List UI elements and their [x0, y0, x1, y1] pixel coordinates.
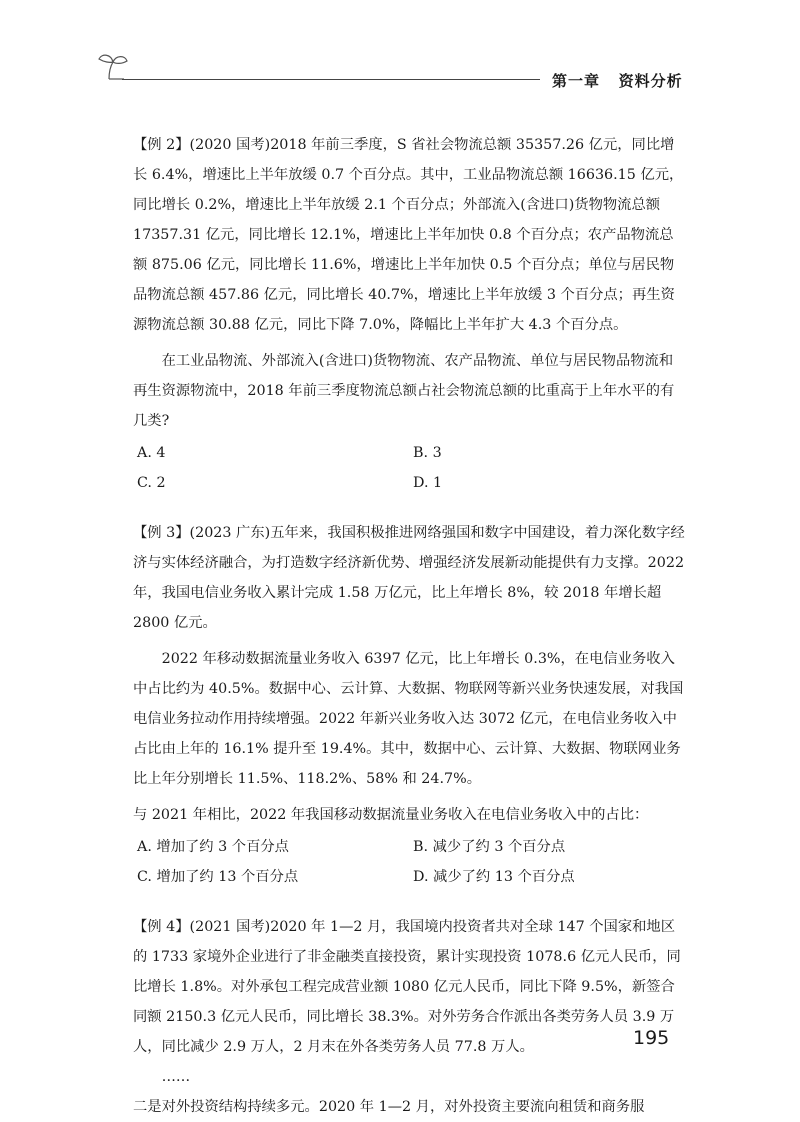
option-d: D. 1 [413, 475, 443, 491]
example-3-stem: 【例 3】(2023 广东)五年来，我国积极推进网络强国和数字中国建设，着力深化数字经济与实体经济融合，为打造数字经济新优势、增强经济发展新动能提供有力支撑。2022 年，我国电信业务收入累计完成 1.58 万亿元，比上年增长 8%，较 2018 年增长超 2800 亿元。 [133, 525, 685, 631]
header-rule [122, 79, 540, 80]
example-3-material: 2022 年移动数据流量业务收入 6397 亿元，比上年增长 0.3%，在电信业务收入中占比约为 40.5%。数据中心、云计算、大数据、物联网等新兴业务快速发展，对我国电信业务拉动作用持续增强。2022 年新兴业务收入达 3072 亿元，在电信业务收入中占比由上年的 16.1% 提升至 19.4%。其中，数据中心、云计算、大数据、物联网业务比上年分别增长 11.5%、118.2%、58% 和 24.7%。 [133, 651, 684, 787]
page-content [133, 130, 685, 1122]
option-b: B. 3 [413, 445, 442, 461]
option-c: C. 增加了约 13 个百分点 [137, 869, 299, 885]
example-3-question: 与 2021 年相比，2022 年我国移动数据流量业务收入在电信业务收入中的占比： [133, 807, 649, 823]
option-c: C. 2 [137, 475, 166, 491]
example-3-options [133, 832, 685, 892]
page-number: 195 [633, 1027, 670, 1049]
page-header [0, 0, 800, 100]
example-2-question: 在工业品物流、外部流入(含进口)货物物流、农产品物流、单位与居民物品物流和再生资源物流中，2018 年前三季度物流总额占社会物流总额的比重高于上年水平的有几类? [133, 353, 675, 429]
option-a: A. 4 [137, 445, 166, 461]
example-2-options [133, 438, 685, 498]
chapter-title: 第一章 资料分析 [552, 72, 683, 90]
example-4-stem: 【例 4】(2021 国考)2020 年 1—2 月，我国境内投资者共对全球 147 个国家和地区的 1733 家境外企业进行了非金融类直接投资，累计实现投资 1078.6 亿元人民币，同比增长 1.8%。对外承包工程完成营业额 1080 亿元人民币，同比下降 9.5%，新签合同额 2150.3 亿元人民币，同比增长 38.3%。对外劳务合作派出各类劳务人员 3.9 万人，同比减少 2.9 万人，2 月末在外各类劳务人员 77.8 万人。 [133, 919, 681, 1055]
ellipsis: …… [161, 1069, 191, 1085]
option-d: D. 减少了约 13 个百分点 [413, 869, 575, 885]
option-a: A. 增加了约 3 个百分点 [137, 839, 289, 855]
option-b: B. 减少了约 3 个百分点 [413, 839, 566, 855]
example-4-continuation: 二是对外投资结构持续多元。2020 年 1—2 月，对外投资主要流向租赁和商务服 [133, 1099, 645, 1115]
example-2-stem: 【例 2】(2020 国考)2018 年前三季度，S 省社会物流总额 35357.26 亿元，同比增长 6.4%，增速比上半年放缓 0.7 个百分点。其中，工业品物流总额 16636.15 亿元，同比增长 0.2%，增速比上半年放缓 2.1 个百分点；外部流入(含进口)货物物流总额 17357.31 亿元，同比增长 12.1%，增速比上半年加快 0.8 个百分点；农产品物流总额 875.06 亿元，同比增长 11.6%，增速比上半年加快 0.5 个百分点；单位与居民物品物流总额 457.86 亿元，同比增长 40.7%，增速比上半年放缓 3 个百分点；再生资源物流总额 30.88 亿元，同比下降 7.0%，降幅比上半年扩大 4.3 个百分点。 [133, 137, 684, 333]
